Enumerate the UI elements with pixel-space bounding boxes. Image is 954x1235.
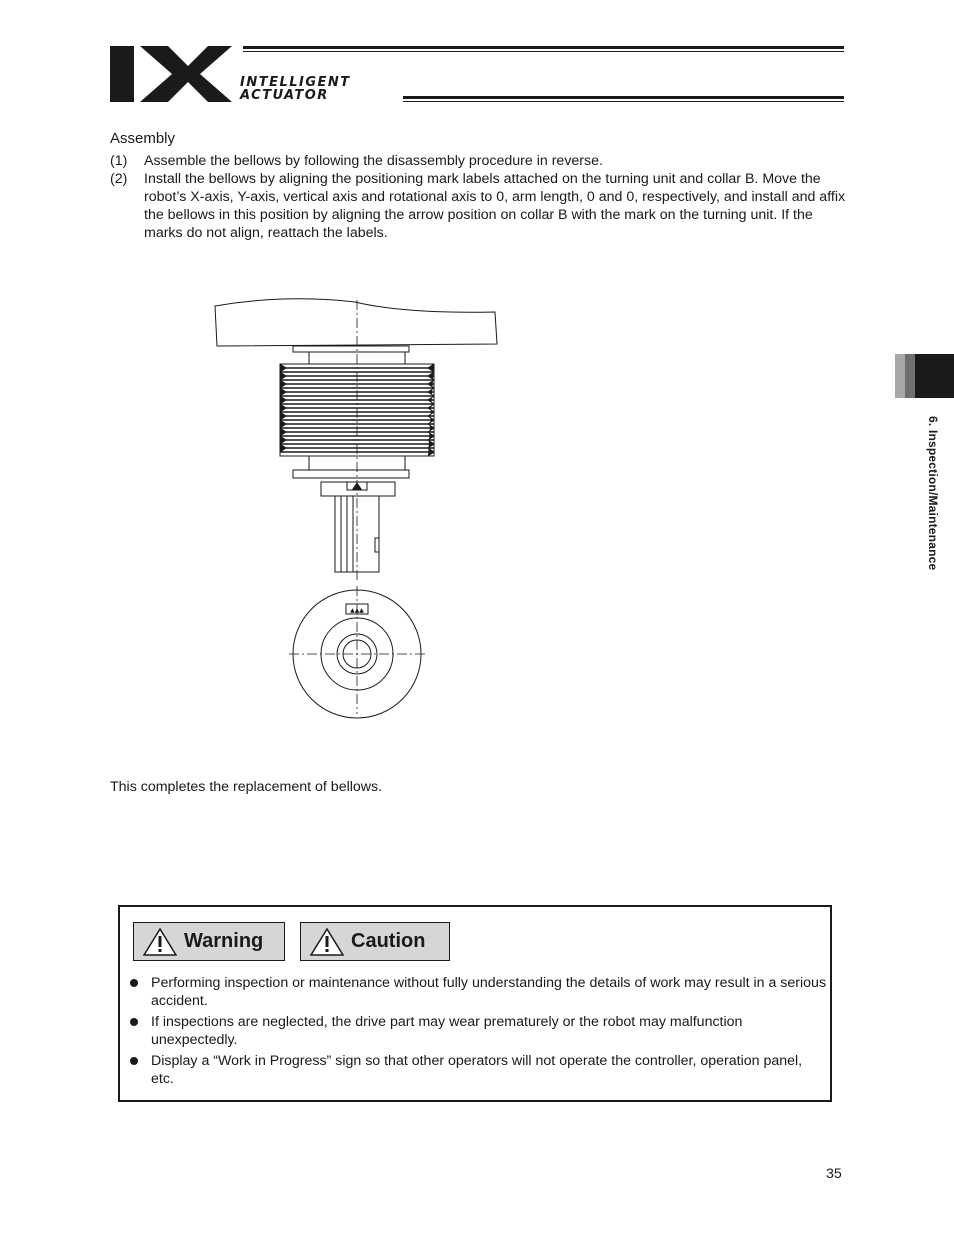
chapter-label: 6. Inspection/Maintenance [926, 416, 940, 571]
bullet-icon [130, 979, 138, 987]
warning-label: Warning [184, 930, 264, 952]
svg-text:▲▲▲: ▲▲▲ [350, 607, 364, 614]
warning-badge [133, 922, 285, 961]
bellows-assembly-drawing [205, 290, 515, 720]
lower-collar [293, 470, 409, 478]
bullet-text: Display a “Work in Progress” sign so that other operators will not operate the controller, operation panel, etc. [151, 1053, 803, 1087]
bullet-text: If inspections are neglected, the drive part may wear prematurely or the robot may malfunction unexpectedly. [151, 1014, 743, 1048]
list-item [128, 974, 828, 1010]
brand-name-line1: INTELLIGENT [240, 75, 351, 90]
turning-unit [215, 299, 497, 346]
caution-badge [300, 922, 450, 961]
section-heading: Assembly [110, 130, 176, 147]
warning-caution-box [118, 905, 832, 1102]
bottom-view [289, 586, 427, 718]
brand-name-line2: ACTUATOR [240, 88, 329, 103]
step-item [110, 170, 850, 242]
caution-triangle-icon [309, 927, 345, 957]
list-item [128, 1052, 828, 1088]
warning-bullet-list [128, 974, 828, 1091]
step-text: Assemble the bellows by following the disassembly procedure in reverse. [144, 153, 603, 169]
assembly-steps [110, 152, 850, 242]
page-number: 35 [826, 1166, 842, 1182]
upper-collar [293, 346, 409, 352]
header-rule [243, 51, 844, 52]
warning-triangle-icon [142, 927, 178, 957]
bullet-icon [130, 1057, 138, 1065]
step-item [110, 152, 850, 170]
ix-logo [110, 46, 232, 102]
step-text: Install the bellows by aligning the positioning mark labels attached on the turning unit and collar B. Move the robot’s X-axis, Y-axis, vertical axis and rotational axis to 0, arm length, 0 and 0, respectively, and install and affix the bellows in this position by aligning the arrow position on collar B with the mark on the turning unit. If the marks do not align, reattach the labels. [144, 171, 846, 241]
completion-text: This completes the replacement of bellows. [110, 779, 383, 795]
step-number: (2) [110, 171, 128, 187]
header-rule [243, 46, 844, 49]
chapter-tab [895, 354, 954, 398]
list-item [128, 1013, 828, 1049]
bullet-text: Performing inspection or maintenance without fully understanding the details of work may result in a serious accident. [151, 975, 827, 1009]
bullet-icon [130, 1018, 138, 1026]
header-rule [403, 101, 844, 102]
caution-label: Caution [351, 930, 426, 952]
header-rule [403, 96, 844, 99]
step-number: (1) [110, 153, 128, 169]
